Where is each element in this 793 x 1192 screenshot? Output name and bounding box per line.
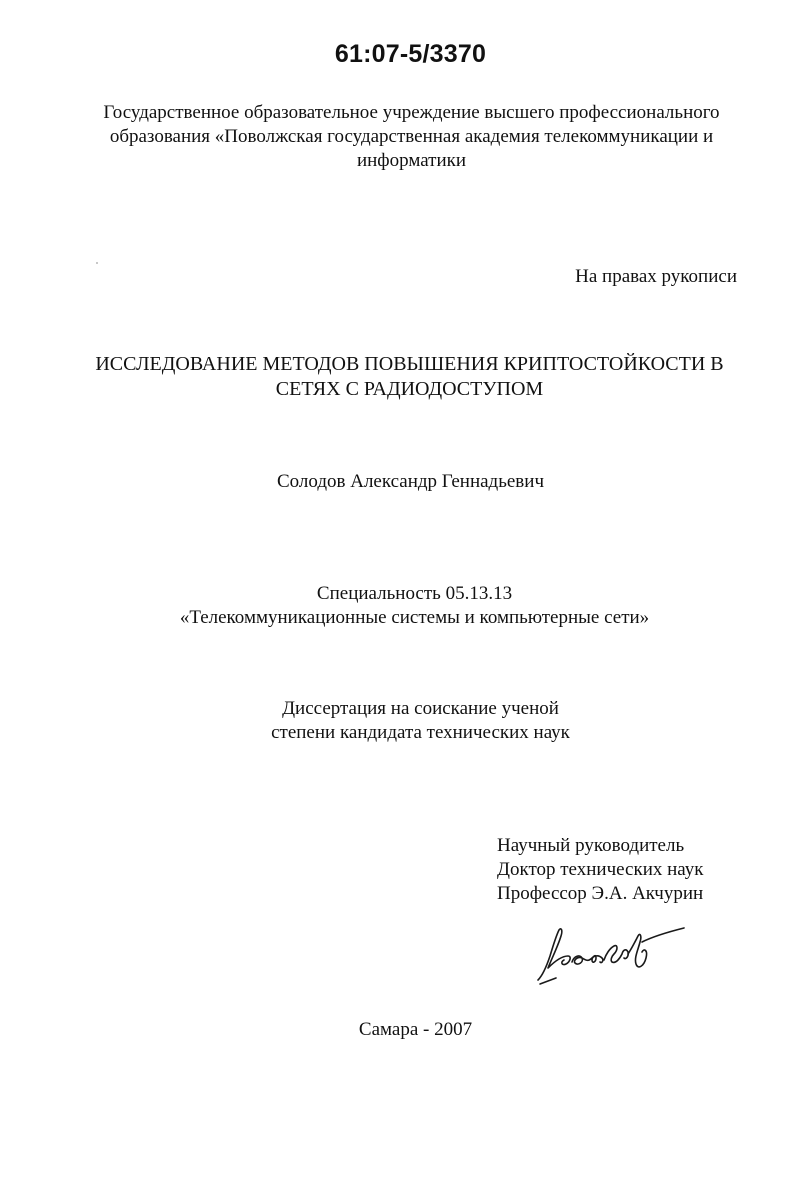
specialty	[0, 582, 793, 630]
degree-statement	[0, 697, 793, 745]
title-line: СЕТЯХ С РАДИОДОСТУПОМ	[275, 378, 544, 400]
supervisor-name: Профессор Э.А. Акчурин	[497, 883, 704, 904]
degree-line: Диссертация на соискание ученой	[282, 698, 559, 719]
institution-line: информатики	[356, 150, 467, 171]
specialty-code: Специальность 05.13.13	[316, 583, 513, 604]
title-line: ИССЛЕДОВАНИЕ МЕТОДОВ ПОВЫШЕНИЯ КРИПТОСТОЙКОСТИ В	[95, 353, 724, 375]
manuscript-rights-note: На правах рукописи	[575, 266, 737, 287]
specialty-name: «Телекоммуникационные системы и компьютерные сети»	[179, 607, 650, 628]
supervisor-degree: Доктор технических наук	[497, 859, 704, 880]
degree-line: степени кандидата технических наук	[271, 722, 570, 743]
institution-line: образования «Поволжская государственная академия телекоммуникации и	[109, 126, 714, 147]
dissertation-title	[0, 352, 793, 402]
author-name: Солодов Александр Геннадьевич	[276, 471, 545, 492]
catalog-number: 61:07-5/3370	[334, 40, 487, 68]
scientific-supervisor	[497, 834, 703, 906]
institution-line: Государственное образовательное учреждение высшего профессионального	[103, 102, 720, 123]
supervisor-role: Научный руководитель	[497, 835, 685, 856]
institution-name	[0, 101, 793, 173]
city-and-year: Самара - 2007	[358, 1019, 473, 1040]
scan-speck	[96, 262, 98, 264]
handwritten-signature	[530, 918, 690, 988]
